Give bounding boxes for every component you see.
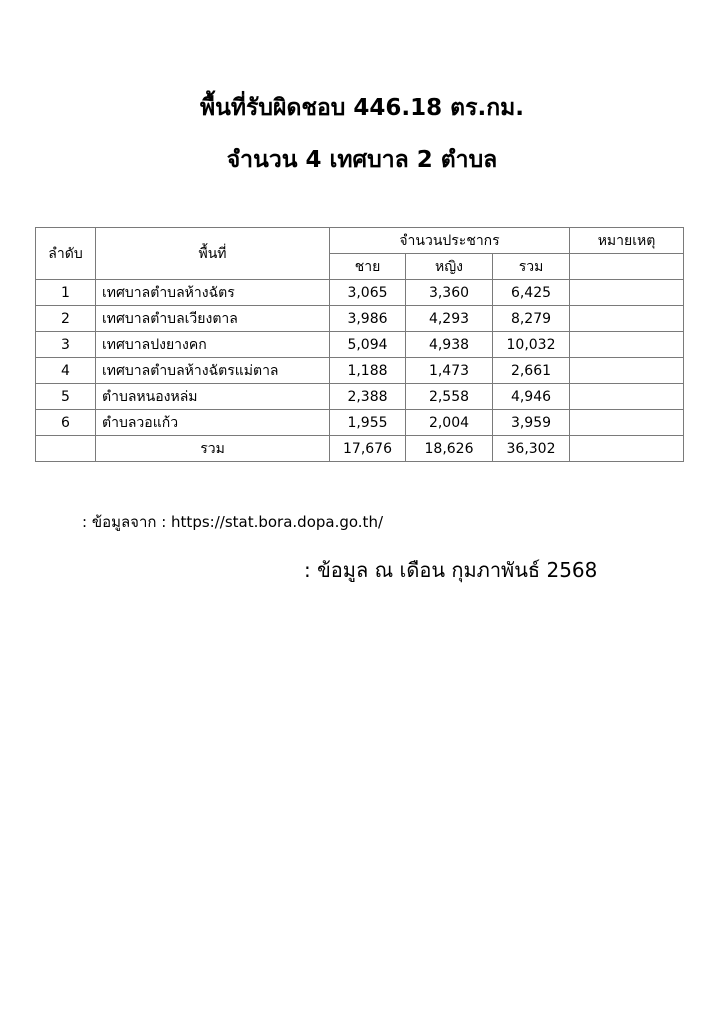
cell-no: 5 (36, 384, 96, 410)
data-as-of-note: : ข้อมูล ณ เดือน กุมภาพันธ์ 2568 (304, 558, 598, 582)
cell-area: ตำบลหนองหล่ม (96, 384, 330, 410)
sum-male: 17,676 (330, 436, 406, 462)
cell-remark (570, 306, 684, 332)
page-title: พื้นที่รับผิดชอบ 446.18 ตร.กม. (199, 95, 525, 121)
cell-male: 3,065 (330, 280, 406, 306)
cell-female: 3,360 (406, 280, 493, 306)
table-sum-row (36, 436, 684, 462)
cell-no-blank (36, 436, 96, 462)
cell-area: ตำบลวอแก้ว (96, 410, 330, 436)
page-subtitle: จำนวน 4 เทศบาล 2 ตำบล (226, 147, 498, 173)
table-row (36, 280, 684, 306)
cell-male: 5,094 (330, 332, 406, 358)
cell-total: 6,425 (493, 280, 570, 306)
cell-male: 2,388 (330, 384, 406, 410)
cell-male: 3,986 (330, 306, 406, 332)
cell-no: 6 (36, 410, 96, 436)
cell-remark (570, 280, 684, 306)
cell-area: เทศบาลตำบลเวียงตาล (96, 306, 330, 332)
cell-total: 4,946 (493, 384, 570, 410)
cell-total: 8,279 (493, 306, 570, 332)
sum-total: 36,302 (493, 436, 570, 462)
sum-female: 18,626 (406, 436, 493, 462)
header-remark-blank (570, 254, 684, 280)
header-no: ลำดับ (36, 228, 96, 280)
cell-area: เทศบาลตำบลห้างฉัตร (96, 280, 330, 306)
header-population: จำนวนประชากร (330, 228, 570, 254)
cell-male: 1,188 (330, 358, 406, 384)
cell-total: 2,661 (493, 358, 570, 384)
cell-total: 10,032 (493, 332, 570, 358)
header-male: ชาย (330, 254, 406, 280)
cell-female: 4,938 (406, 332, 493, 358)
header-remark: หมายเหตุ (570, 228, 684, 254)
cell-no: 3 (36, 332, 96, 358)
cell-no: 4 (36, 358, 96, 384)
table-header-row (36, 228, 684, 254)
cell-remark (570, 332, 684, 358)
cell-no: 2 (36, 306, 96, 332)
cell-female: 1,473 (406, 358, 493, 384)
cell-female: 4,293 (406, 306, 493, 332)
sum-label: รวม (96, 436, 330, 462)
cell-female: 2,004 (406, 410, 493, 436)
table-row (36, 358, 684, 384)
table-row (36, 332, 684, 358)
header-total: รวม (493, 254, 570, 280)
population-table (35, 227, 684, 462)
cell-total: 3,959 (493, 410, 570, 436)
table-row (36, 306, 684, 332)
cell-remark (570, 410, 684, 436)
cell-area: เทศบาลตำบลห้างฉัตรแม่ตาล (96, 358, 330, 384)
table-row (36, 384, 684, 410)
cell-remark (570, 384, 684, 410)
cell-female: 2,558 (406, 384, 493, 410)
table-row (36, 410, 684, 436)
cell-no: 1 (36, 280, 96, 306)
data-source-note: : ข้อมูลจาก : https://stat.bora.dopa.go.th/ (82, 513, 384, 531)
cell-remark-blank (570, 436, 684, 462)
cell-area: เทศบาลปงยางคก (96, 332, 330, 358)
cell-remark (570, 358, 684, 384)
header-female: หญิง (406, 254, 493, 280)
cell-male: 1,955 (330, 410, 406, 436)
header-area: พื้นที่ (96, 228, 330, 280)
